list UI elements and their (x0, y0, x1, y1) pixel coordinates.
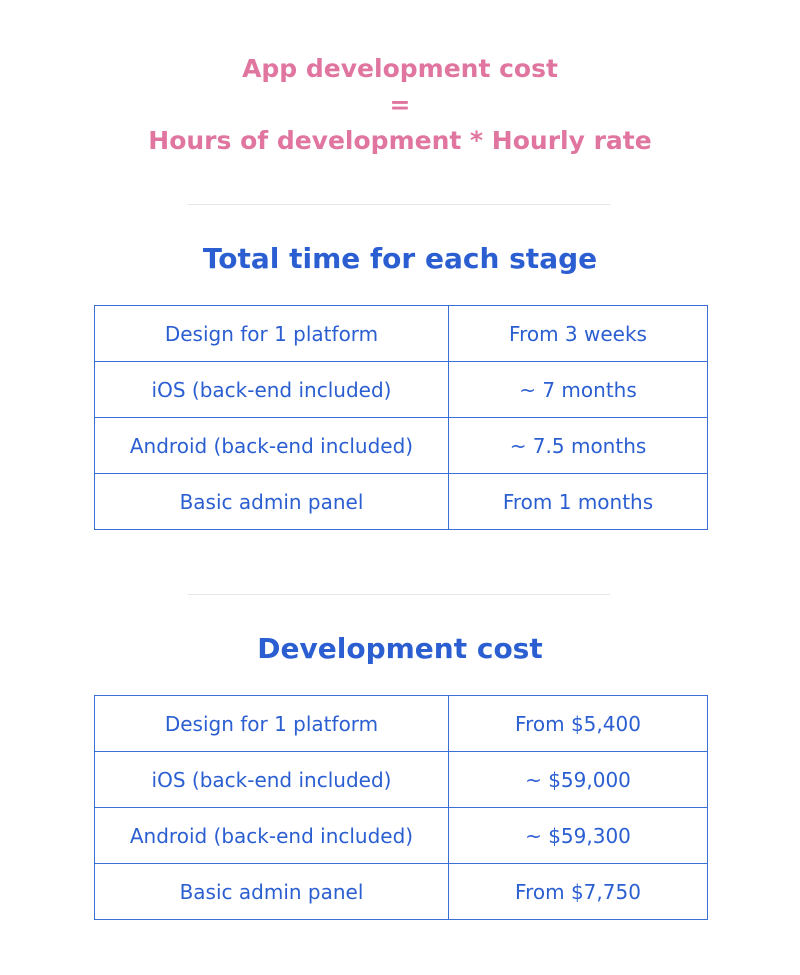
formula-line-cost: App development cost (242, 54, 558, 83)
table-cell-item: Basic admin panel (95, 864, 449, 920)
table-row (95, 808, 708, 864)
table-row (95, 306, 708, 362)
formula-line-hours-rate: Hours of development * Hourly rate (148, 126, 652, 155)
table-cell-item: iOS (back-end included) (95, 362, 449, 418)
table-row (95, 864, 708, 920)
table-cell-item: Android (back-end included) (95, 808, 449, 864)
cost-table (94, 695, 708, 920)
table-row (95, 474, 708, 530)
table-cell-value: ~ 7.5 months (449, 418, 708, 474)
table-cell-item: Design for 1 platform (95, 306, 449, 362)
table-cell-value: From 3 weeks (449, 306, 708, 362)
divider-middle (188, 594, 610, 595)
table-cell-item: iOS (back-end included) (95, 752, 449, 808)
divider-top (188, 204, 610, 205)
table-cell-value: ~ $59,000 (449, 752, 708, 808)
time-table (94, 305, 708, 530)
table-row (95, 752, 708, 808)
section-title-time: Total time for each stage (202, 242, 598, 275)
table-row (95, 418, 708, 474)
table-cell-item: Basic admin panel (95, 474, 449, 530)
table-row (95, 696, 708, 752)
section-title-cost: Development cost (257, 632, 543, 665)
table-cell-value: ~ $59,300 (449, 808, 708, 864)
table-cell-item: Design for 1 platform (95, 696, 449, 752)
formula-line-equals: = (389, 90, 411, 119)
table-cell-value: ~ 7 months (449, 362, 708, 418)
table-cell-value: From 1 months (449, 474, 708, 530)
table-cell-value: From $5,400 (449, 696, 708, 752)
table-row (95, 362, 708, 418)
table-cell-item: Android (back-end included) (95, 418, 449, 474)
cost-formula (0, 51, 800, 159)
table-cell-value: From $7,750 (449, 864, 708, 920)
